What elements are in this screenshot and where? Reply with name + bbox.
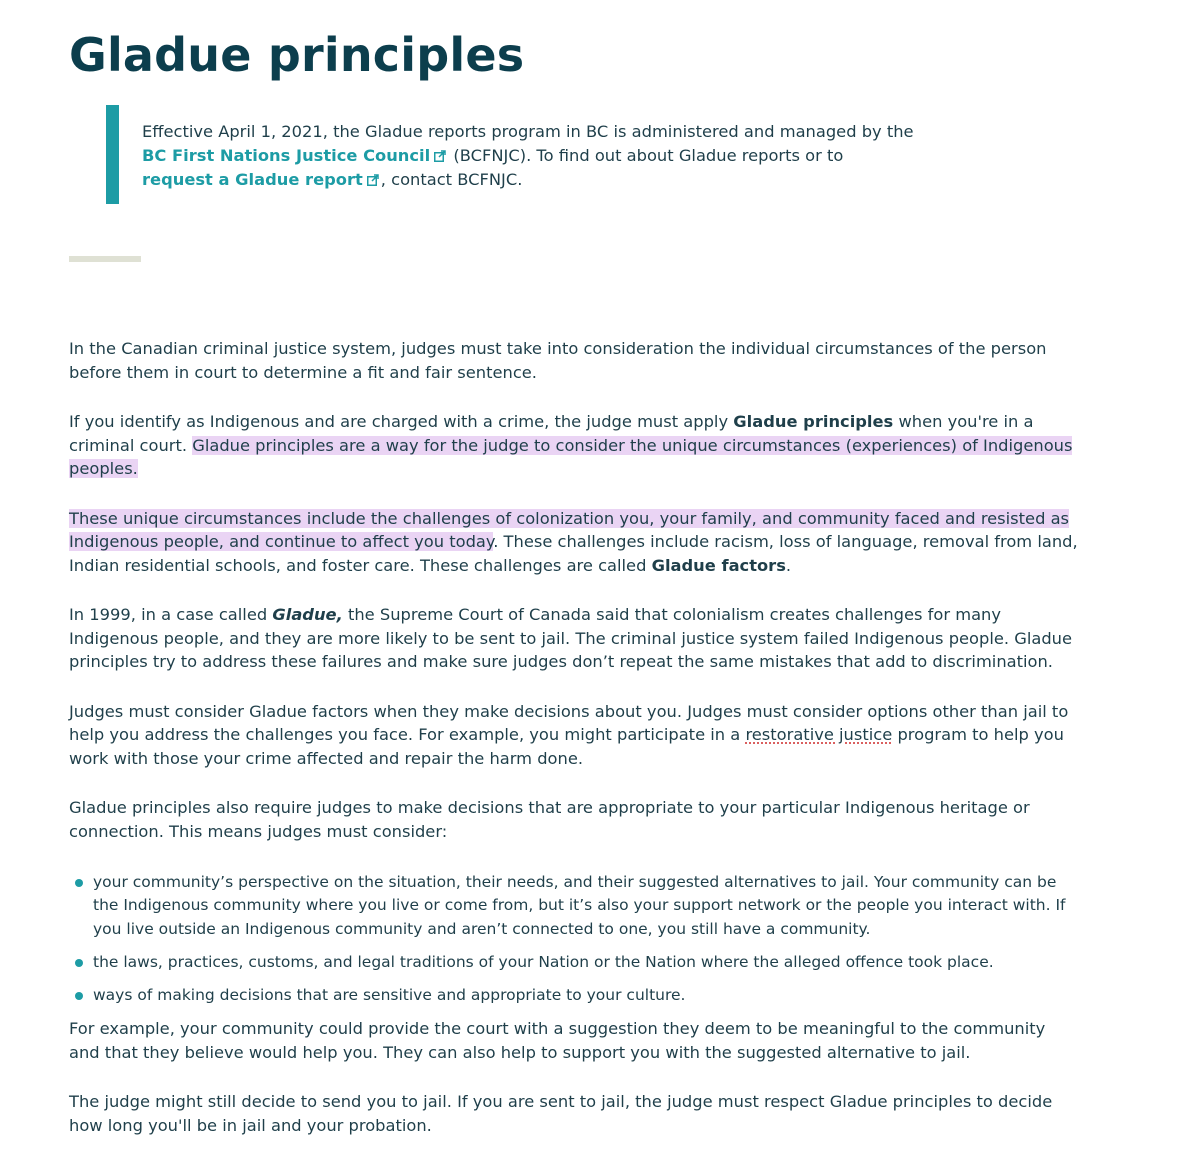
list-item (69, 984, 1079, 1007)
bullet-icon (75, 992, 83, 1000)
paragraph-jail: The judge might still decide to send you to jail. If you are sent to jail, the judge must respect Gladue principles to decide how long you'll be in jail and your probation. (69, 1092, 1053, 1135)
text-fragment: program to help you work with those your crime affected and repair the harm done. (69, 725, 1064, 768)
section-divider (69, 256, 141, 262)
list-item-text: your community’s perspective on the situation, their needs, and their suggested alternatives to jail. Your community can be the Indigenous community where you live or come from, but it’s also your support network or the people you interact with. If you live outside an Indigenous community and aren’t connected to one, you still have a community. (93, 873, 1066, 938)
paragraph-intro: In the Canadian criminal justice system, judges must take into consideration the individual circumstances of the person before them in court to determine a fit and fair sentence. (69, 339, 1047, 382)
paragraph-community-example: For example, your community could provide the court with a suggestion they deem to be meaningful to the community and that they believe would help you. They can also help to support you with the suggested alternative to jail. (69, 1019, 1046, 1062)
text-fragment: In 1999, in a case called (69, 605, 268, 624)
gladue-principles-term: Gladue principles (733, 412, 894, 431)
text-fragment: . (785, 555, 792, 575)
bullet-icon (75, 959, 83, 967)
list-item-text: ways of making decisions that are sensitive and appropriate to your culture. (93, 986, 686, 1005)
list-item-text: the laws, practices, customs, and legal traditions of your Nation or the Nation where the alleged offence took place. (93, 952, 994, 971)
highlighted-text: Gladue principles are a way for the judge to consider the unique circumstances (experiences) of Indigenous peoples. (69, 435, 1073, 478)
text-fragment: the Supreme Court of Canada said that colonialism creates challenges for many Indigenous people, and they are more likely to be sent to jail. The criminal justice system failed Indigenous people. Gladue principles try to address these failures and make sure judges don’t repeat the same mistakes that add to discrimination. (69, 605, 1073, 671)
paragraph-gladue-principles (69, 410, 1079, 481)
request-gladue-report-link[interactable] (142, 170, 381, 189)
callout-text-2: (BCFNJC). To find out about Gladue reports or to (453, 146, 844, 165)
text-fragment: Judges must consider Gladue factors when they make decisions about you. Judges must consider options other than jail to help you address the challenges you face. For example, you might participate in a (69, 701, 1069, 744)
list-item (69, 871, 1079, 941)
callout-accent-bar (106, 105, 119, 204)
considerations-list (69, 871, 1079, 1007)
page-title: Gladue principles (69, 28, 525, 82)
list-item (69, 951, 1079, 974)
main-content (69, 337, 1079, 1163)
callout-text (142, 120, 932, 192)
external-link-icon (367, 169, 379, 181)
bullet-icon (75, 879, 83, 887)
request-gladue-report-link-label: request a Gladue report (142, 170, 363, 189)
bcfnjc-link-label: BC First Nations Justice Council (142, 146, 431, 165)
callout-text-1: Effective April 1, 2021, the Gladue reports program in BC is administered and managed by the (142, 122, 914, 141)
text-fragment: . These challenges include racism, loss of language, removal from land, Indian residential schools, and foster care. These challenges are called (69, 532, 1078, 575)
gladue-case-name: Gladue, (272, 605, 343, 624)
restorative-justice-term: restorative justice (745, 725, 893, 744)
notice-callout (106, 105, 926, 204)
external-link-icon (434, 145, 446, 157)
text-fragment: If you identify as Indigenous and are charged with a crime, the judge must apply (69, 412, 729, 431)
callout-text-3: , contact BCFNJC. (380, 170, 523, 189)
highlighted-text: These unique circumstances include the challenges of colonization you, your family, and community faced and resisted as Indigenous people, and continue to affect you today (69, 508, 1070, 551)
text-fragment: when you're in a criminal court. (69, 412, 1034, 455)
paragraph-heritage: Gladue principles also require judges to make decisions that are appropriate to your particular Indigenous heritage or connection. This means judges must consider: (69, 798, 1030, 841)
gladue-factors-term: Gladue factors (651, 555, 786, 575)
paragraph-judges-consider (69, 700, 1079, 771)
paragraph-history (69, 603, 1079, 674)
paragraph-circumstances (69, 507, 1079, 578)
bcfnjc-link[interactable] (142, 146, 448, 165)
